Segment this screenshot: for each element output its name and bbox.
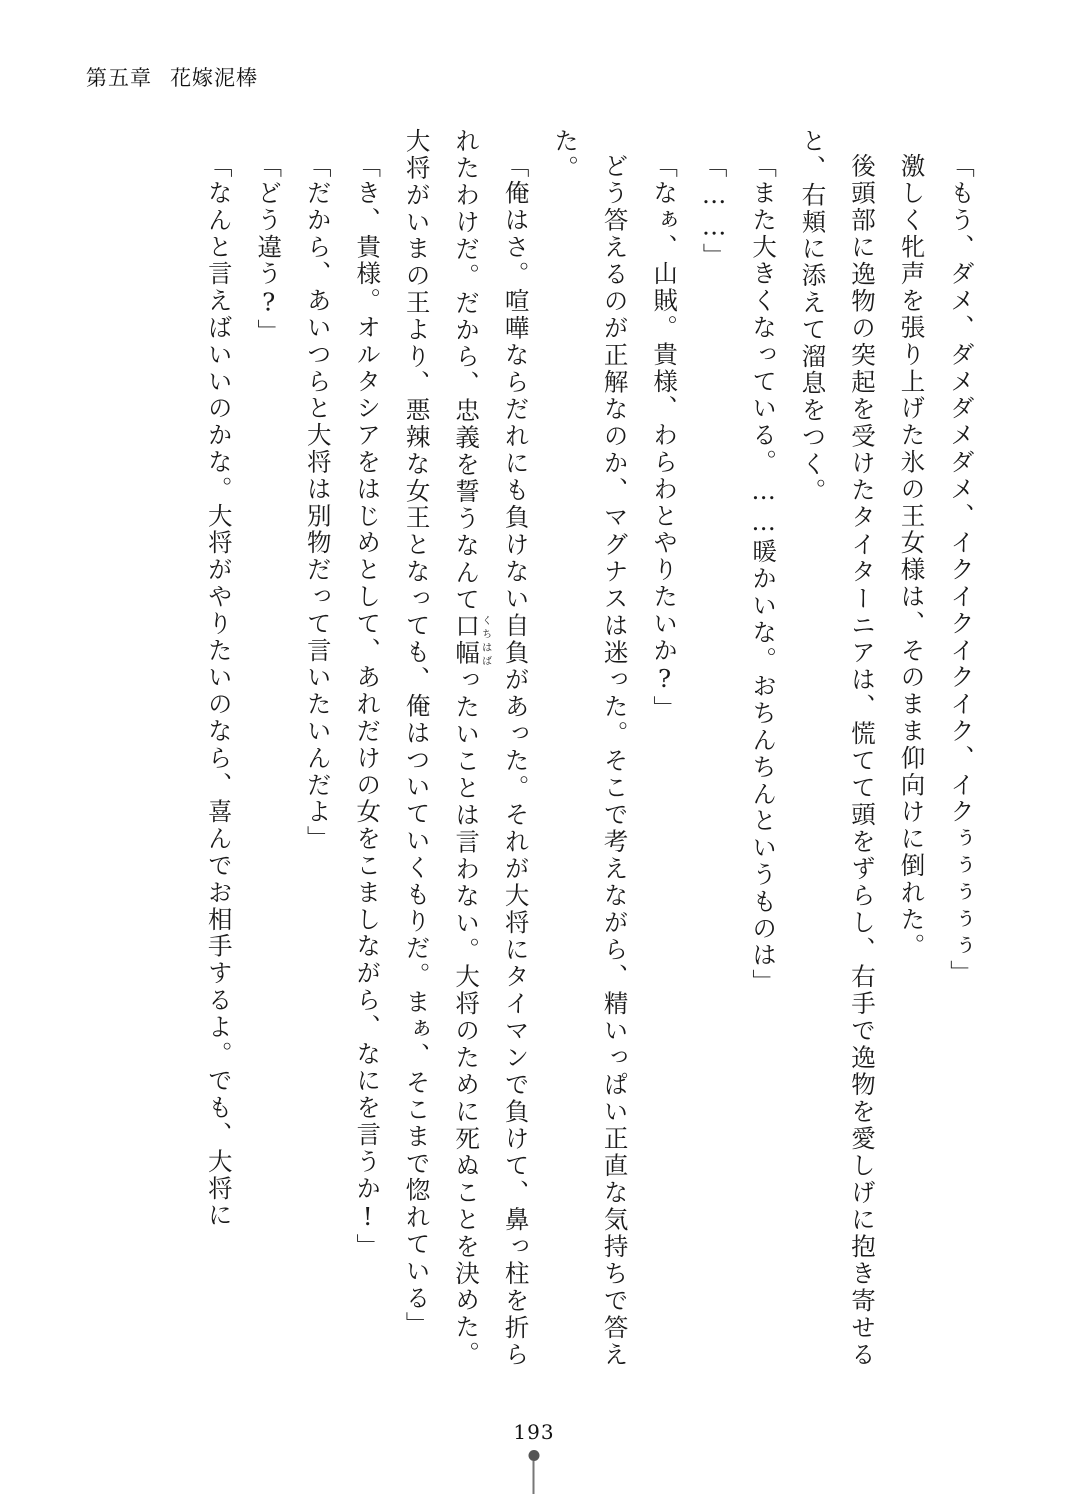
paragraph: 激しく牝声を張り上げた氷の王女様は、そのまま仰向けに倒れた。 xyxy=(897,152,927,960)
paragraph: 「また大きくなっている。……暖かいな。おちんちんというものは」 xyxy=(749,152,779,996)
paragraph: 「……」 xyxy=(699,152,729,270)
paragraph: どう答えるのが正解なのか、マグナスは迷った。そこで考えながら、精いっぱい正直な気持ちで答えた。 xyxy=(551,128,630,1368)
ruby-text: くちはば xyxy=(479,613,492,668)
body-text-area xyxy=(126,128,986,1368)
paragraph-with-ruby xyxy=(392,128,540,1368)
paragraph: 「もう、ダメ、ダメダメダメ、イクイクイクイク、イクぅぅぅぅぅ」 xyxy=(947,152,976,987)
ruby-kuchihaba xyxy=(452,613,492,668)
paragraph: 後頭部に逸物の突起を受けたタイターニアは、慌てて頭をずらし、右手で逸物を愛しげに抱き寄せると、右頬に添えて溜息をつく。 xyxy=(798,128,878,1368)
ruby-base: 口幅 xyxy=(452,613,482,668)
vertical-text-block xyxy=(126,128,986,1368)
folio-decoration-icon xyxy=(529,1450,540,1494)
paragraph: 「き、貴様。オルタシアをはじめとして、あれだけの女をこましながら、なにを言うか!」 xyxy=(353,152,383,1260)
chapter-title: 花嫁泥棒 xyxy=(170,66,258,90)
folio-stem-icon xyxy=(533,1461,535,1494)
paragraph: 「だから、あいつらと大将は別物だって言いたいんだよ」 xyxy=(303,152,333,852)
chapter-number: 第五章 xyxy=(86,66,152,90)
running-head xyxy=(86,62,258,92)
paragraph: 「なんと言えばいいのかな。大将がやりたいのなら、喜んでお相手するよ。でも、大将に xyxy=(204,152,234,1229)
paragraph: 「どう違う?」 xyxy=(254,152,284,346)
paragraph-ruby-part-a: 「俺はさ。喧嘩ならだれにも負けない自負があった。それが大将にタイマンで負けて、鼻っ柱を折られたわけだ。だから、忠義を誓うなんて xyxy=(452,128,531,1368)
page-number: 193 xyxy=(513,1420,555,1444)
paragraph: 「なぁ、山賊。貴様、わらわとやりたいか?」 xyxy=(650,152,680,722)
folio-dot-icon xyxy=(529,1450,540,1461)
paragraph-ruby-part-b: ったいことは言わない。大将のために死ぬことを決めた。大将がいまの王より、悪辣な女王となっても、俺はついていくもりだ。まぁ、そこまで惚れている」 xyxy=(402,128,482,1368)
